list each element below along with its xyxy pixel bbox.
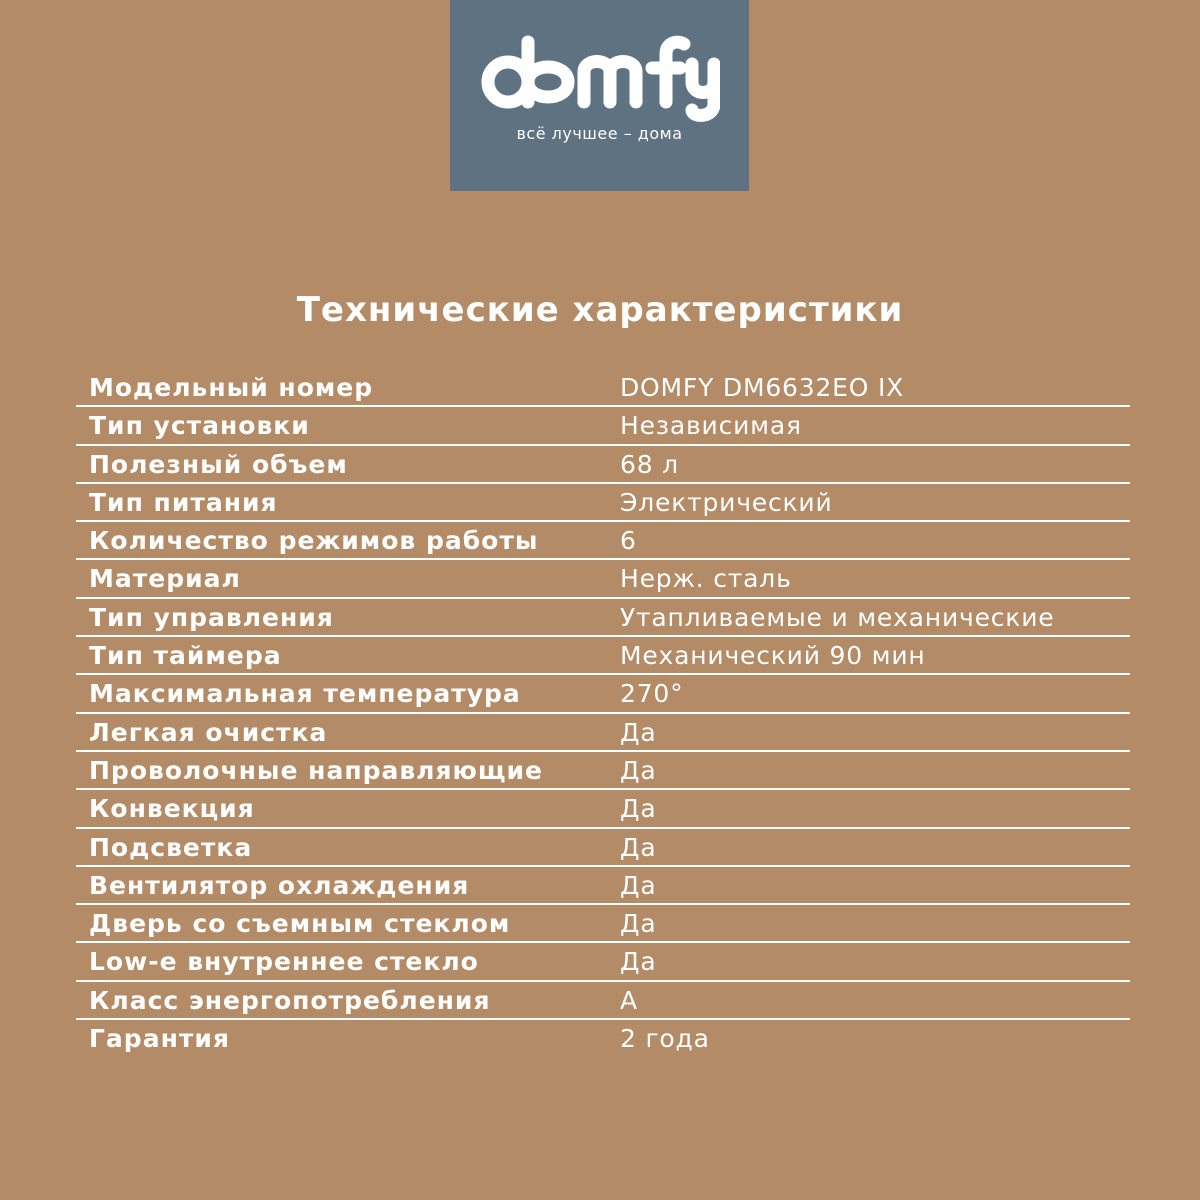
spec-label: Гарантия bbox=[89, 1024, 230, 1054]
spec-table bbox=[76, 369, 1130, 1058]
spec-label: Количество режимов работы bbox=[89, 526, 539, 556]
spec-label: Максимальная температура bbox=[89, 679, 521, 709]
spec-value: Механический 90 мин bbox=[620, 641, 926, 671]
spec-value: 6 bbox=[620, 526, 637, 556]
domfy-logo-icon bbox=[480, 22, 720, 122]
spec-label: Подсветка bbox=[89, 832, 253, 862]
brand-logo bbox=[450, 0, 749, 191]
spec-label: Тип установки bbox=[89, 411, 310, 441]
spec-row bbox=[76, 675, 1130, 713]
spec-row bbox=[76, 714, 1130, 752]
spec-label: Полезный объем bbox=[89, 449, 348, 479]
spec-label: Low-e внутреннее стекло bbox=[89, 947, 479, 977]
brand-tagline: всё лучшее – дома bbox=[516, 124, 683, 143]
spec-value: Утапливаемые и механические bbox=[620, 602, 1055, 632]
spec-value: Да bbox=[620, 794, 657, 824]
spec-value: Нерж. сталь bbox=[620, 564, 792, 594]
spec-label: Материал bbox=[89, 564, 241, 594]
spec-value: Да bbox=[620, 755, 657, 785]
spec-row bbox=[76, 407, 1130, 445]
spec-row bbox=[76, 943, 1130, 981]
spec-value: 68 л bbox=[620, 449, 679, 479]
spec-row bbox=[76, 905, 1130, 943]
spec-label: Легкая очистка bbox=[89, 717, 328, 747]
spec-row bbox=[76, 752, 1130, 790]
spec-row bbox=[76, 599, 1130, 637]
spec-label: Проволочные направляющие bbox=[89, 755, 543, 785]
spec-row bbox=[76, 790, 1130, 828]
spec-value: Электрический bbox=[620, 487, 833, 517]
spec-row bbox=[76, 522, 1130, 560]
spec-label: Вентилятор охлаждения bbox=[89, 870, 470, 900]
spec-label: Конвекция bbox=[89, 794, 255, 824]
spec-value: Да bbox=[620, 832, 657, 862]
spec-value: Да bbox=[620, 947, 657, 977]
spec-row bbox=[76, 982, 1130, 1020]
spec-label: Тип таймера bbox=[89, 641, 282, 671]
spec-label: Дверь со съемным стеклом bbox=[89, 909, 511, 939]
spec-value: A bbox=[620, 985, 638, 1015]
spec-value: Да bbox=[620, 870, 657, 900]
spec-row bbox=[76, 1020, 1130, 1058]
spec-value: DOMFY DM6632EO IX bbox=[620, 373, 905, 402]
spec-value: 270° bbox=[620, 679, 684, 709]
spec-value: Да bbox=[620, 909, 657, 939]
spec-row bbox=[76, 829, 1130, 867]
spec-label: Тип питания bbox=[89, 487, 278, 517]
spec-row bbox=[76, 560, 1130, 598]
page-title: Технические характеристики bbox=[296, 290, 904, 330]
spec-value: Независимая bbox=[620, 411, 802, 441]
spec-row bbox=[76, 484, 1130, 522]
spec-label: Тип управления bbox=[89, 602, 334, 632]
spec-label: Модельный номер bbox=[89, 373, 374, 402]
spec-value: Да bbox=[620, 717, 657, 747]
spec-row bbox=[76, 637, 1130, 675]
spec-row bbox=[76, 369, 1130, 407]
spec-label: Класс энергопотребления bbox=[89, 985, 491, 1015]
spec-value: 2 года bbox=[620, 1024, 710, 1054]
spec-row bbox=[76, 867, 1130, 905]
spec-row bbox=[76, 446, 1130, 484]
